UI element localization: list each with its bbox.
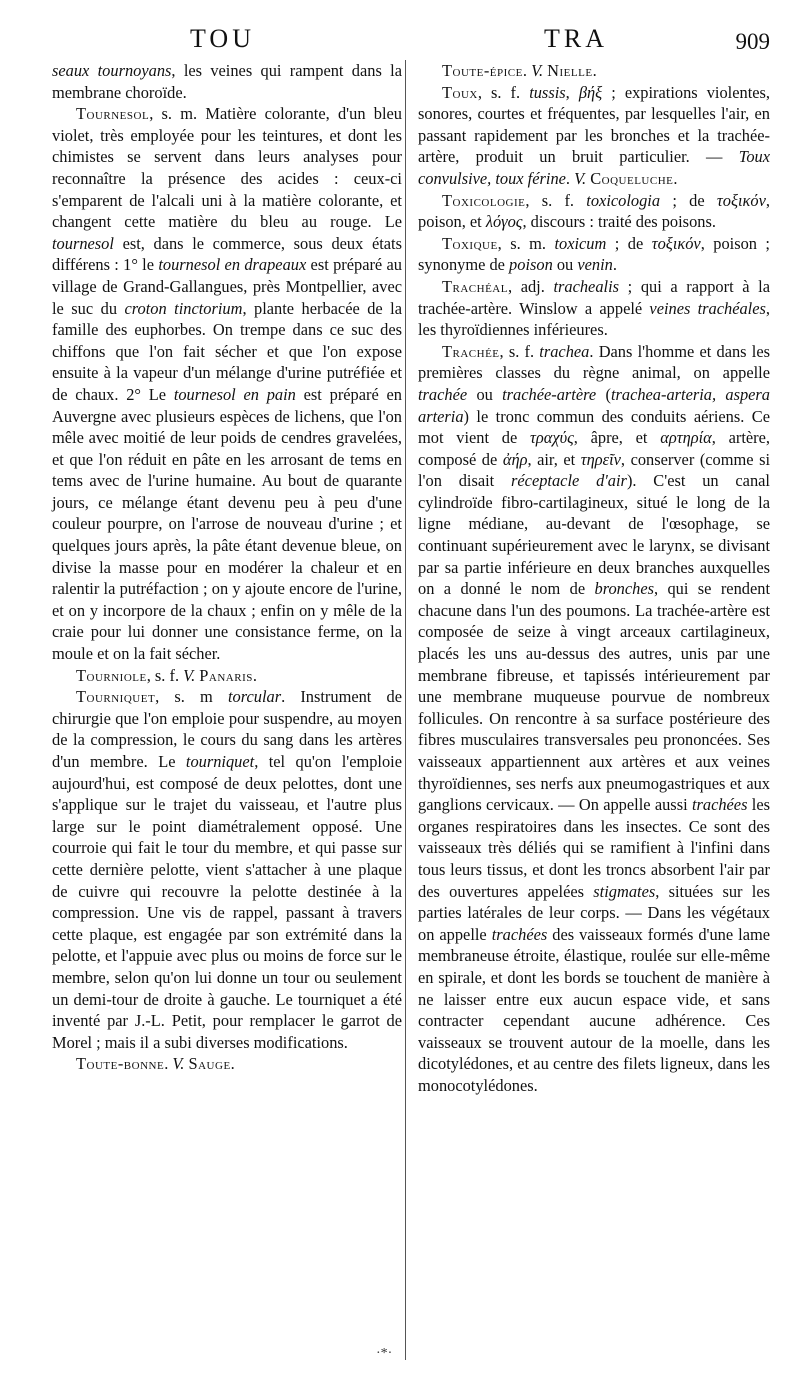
italic-term: poison bbox=[509, 255, 553, 275]
headword: Tourniquet bbox=[76, 687, 156, 707]
headword: Tournesol bbox=[76, 104, 150, 124]
italic-term: toxicologia bbox=[586, 190, 661, 210]
running-head-left: TOU bbox=[190, 24, 255, 53]
italic-term: τηρεῖν bbox=[580, 449, 621, 469]
entry-text: ). C'est un canal cylindroïde fibro-cartilagineux, situé le long de la ligne médiane, au-devant de l'œsophage, se continuant supérieurement avec le larynx, se divisant par sa partie inférieure en deux branches auxquelles on a donné le nom de bbox=[418, 471, 770, 599]
italic-term: croton tinctorium bbox=[124, 298, 243, 318]
headword: Tourniole bbox=[76, 665, 147, 685]
entry-text: les organes respiratoires dans les insectes. Ce sont des vaisseaux très déliés qui se ramifient à l'infini dans tous leurs tissus, et dont les troncs absorbent l'air par des ouvertures appelées bbox=[418, 795, 770, 901]
entry-text: est préparé en Auvergne avec plusieurs espèces de lichens, que l'on mêle avec moitié de leur poids de cendres gravelées, et que l'on réduit en pâte en les arrosant de tems en tems avec de l'urine humaine. Au bout de quarante jours, ce mélange étant devenu peu à peu d'une couleur pourpre, on l'arrose de nouveau d'urine ; et quelques jours après, la pâte étant devenue bleue, on divise la masse pour en modérer la chaleur et en ralentir la putréfaction ; on y ajoute encore de l'urine, et on y incorpore de la chaux ; enfin on y mêle de la craie pour lui donner une consistance ferme, on la moule et on la fait sécher. bbox=[52, 384, 402, 664]
entry-text: , s. m. Matière colorante, d'un bleu violet, très employée pour les teintures, et dont les chimistes se servent dans leurs analyses pour reconnaître la présence des acides : ceux-ci s'emparent de l'alcali uni à la matière colorante, et changent cette matière du bleu au rouge. Le bbox=[52, 104, 402, 232]
entry-text: , s. m. bbox=[497, 233, 555, 253]
italic-term: bronches bbox=[594, 579, 654, 599]
italic-term: αρτηρία bbox=[660, 428, 712, 448]
headword: Trachéal bbox=[442, 276, 508, 296]
headword: Toux bbox=[442, 82, 478, 102]
entry-text: . bbox=[252, 665, 257, 685]
italic-term: τοξικόν bbox=[716, 190, 766, 210]
entry-text: , conserver (comme si l'on disait bbox=[418, 449, 771, 491]
entry-text: . bbox=[673, 168, 678, 188]
entry-text: , qui se rendent chacune dans l'un des poumons. La trachée-artère est composée de seize à vingt arceaux cartilagineux, placés les uns au-dessus des autres, unis par une membrane fibreuse, et tapissés intérieurement par une membrane muqueuse pourvue de nombreux follicules. On rencontre à sa surface postérieure des fibres musculaires transversales peu prononcées. Ses vaisseaux appartiennent aux artères et aux veines thyroïdiennes, ses nerfs aux pneumogastriques et aux ganglions cervicaux. — On appelle aussi bbox=[418, 579, 770, 815]
dictionary-entry bbox=[418, 276, 770, 341]
entry-text: , bbox=[565, 82, 579, 102]
entry-text: ; qui a rapport à la trachée-artère. Winslow a appelé bbox=[418, 276, 770, 318]
dictionary-entry bbox=[52, 686, 402, 1053]
left-column bbox=[52, 60, 402, 1075]
entry-text: , les veines qui rampent dans la membrane choroïde. bbox=[52, 61, 402, 102]
headword: Panaris bbox=[199, 665, 253, 685]
column-divider bbox=[405, 60, 406, 1360]
entry-text: est, dans le commerce, sous deux états différens : 1° le bbox=[52, 233, 402, 275]
entry-text: . bbox=[522, 61, 532, 80]
entry-text: ou bbox=[552, 255, 578, 275]
italic-term: βήξ bbox=[578, 82, 603, 102]
entry-text: , s. f. bbox=[146, 665, 184, 685]
dictionary-entry bbox=[52, 665, 402, 687]
italic-term: réceptacle d'air bbox=[511, 471, 627, 491]
italic-term: trachée bbox=[418, 384, 468, 404]
italic-term: stigmates bbox=[593, 881, 656, 901]
headword: Coqueluche bbox=[590, 168, 674, 188]
italic-term: tournesol en drapeaux bbox=[158, 255, 307, 275]
italic-term: tournesol en pain bbox=[173, 384, 296, 404]
entry-text: ; de bbox=[660, 190, 717, 210]
entry-text: , s. f. bbox=[499, 341, 540, 361]
entry-text: , situées sur les parties latérales de leur corps. — Dans les végétaux on appelle bbox=[418, 881, 770, 944]
italic-term: toxicum bbox=[554, 233, 607, 253]
entry-text: ) le tronc commun des conduits aériens. Ce mot vient de bbox=[418, 406, 770, 448]
entry-text: ; de bbox=[606, 233, 652, 253]
headword: Toute-épice bbox=[442, 61, 523, 80]
italic-term: trachée-artère bbox=[502, 384, 597, 404]
entry-text: . bbox=[565, 168, 575, 188]
footer-mark: ·*· bbox=[376, 1346, 393, 1361]
entry-text: ou bbox=[467, 384, 503, 404]
entry-text: , poison ; synonyme de bbox=[418, 233, 770, 275]
headword: Toute-bonne bbox=[76, 1054, 165, 1074]
continuation-paragraph bbox=[52, 60, 402, 103]
entry-text: , air, et bbox=[527, 449, 581, 469]
entry-text: est préparé au village de Grand-Gallangues, près Montpellier, avec le suc du bbox=[52, 255, 402, 318]
dictionary-entry bbox=[418, 341, 770, 1097]
headword: Sauge bbox=[188, 1054, 231, 1074]
italic-term: seaux tournoyans bbox=[52, 61, 172, 80]
italic-term: ἀήρ bbox=[502, 449, 528, 469]
italic-term: veines trachéales bbox=[649, 298, 766, 318]
entry-text: des vaisseaux formés d'une lame membraneuse étroite, élastique, roulée sur elle-même en spirale, et dont les bords se touchent de manière à ne laisser entre eux aucun espace vide, et sans contracter cependant aucune adhérence. Ces vaisseaux se trouvent autour de la moelle, dans les dicotylédones, et au centre des filets ligneux, dans les monocotylédones. bbox=[418, 924, 770, 1095]
italic-term: τραχύς bbox=[530, 428, 574, 448]
page-number: 909 bbox=[735, 29, 770, 54]
dictionary-entry bbox=[418, 190, 770, 233]
entry-text: . bbox=[164, 1054, 173, 1074]
italic-term: τοξικόν bbox=[651, 233, 701, 253]
entry-text: , s. f. bbox=[525, 190, 587, 210]
running-head-right: TRA bbox=[544, 24, 608, 53]
dictionary-entry bbox=[52, 1053, 402, 1075]
italic-term: λόγος bbox=[485, 212, 523, 232]
italic-term: trachées bbox=[491, 924, 548, 944]
entry-text: , discours : traité des poisons. bbox=[522, 212, 716, 232]
entry-text: . bbox=[612, 255, 617, 275]
entry-text: , plante herbacée de la famille des euphorbes. On trempe dans ce suc des chiffons que l'on fait sécher et que l'on expose ensuite à la vapeur d'un mélange d'urine putréfiée et de chaux. 2° Le bbox=[52, 298, 402, 404]
entry-text: , âpre, et bbox=[573, 428, 661, 448]
entry-text: , tel qu'on l'emploie aujourd'hui, est composé de deux pelottes, dont une s'applique sur le trajet du vaisseau, et l'autre plus large sur le point diamétralement opposé. Une courroie qui fait le tour du membre, et qui passe sur cette dernière pelotte, vient s'attacher à une plaque de cuivre qui recouvre la pelotte destinée à la compression. Une vis de rappel, passant à travers cette plaque, est engagée par son extrémité dans la pelotte, et l'appuie avec plus ou moins de force sur le membre, selon qu'on lui donne un tour ou seulement un demi-tour de droite à gauche. Le tourniquet a été inventé par J.-L. Petit, pour remplacer le garrot de Morel ; mais il a subi diverses modifications. bbox=[52, 752, 402, 1052]
italic-term: trachea-arteria, aspera arteria bbox=[418, 384, 770, 426]
entry-text: , poison, et bbox=[418, 190, 770, 232]
entry-text: ( bbox=[596, 384, 611, 404]
italic-term: venin bbox=[577, 255, 613, 275]
italic-term: torcular bbox=[227, 687, 282, 707]
italic-term: V. bbox=[172, 1054, 185, 1074]
dictionary-entry bbox=[418, 60, 770, 82]
italic-term: tourniquet bbox=[185, 752, 255, 771]
entry-text: . Dans l'homme et dans les premières classes du règne animal, on appelle bbox=[418, 341, 770, 383]
italic-term: tussis bbox=[529, 82, 566, 102]
entry-text: , adj. bbox=[507, 276, 554, 296]
italic-term: V. bbox=[531, 61, 544, 80]
headword: Toxique bbox=[442, 233, 498, 253]
italic-term: trachées bbox=[691, 795, 748, 815]
italic-term: tournesol bbox=[52, 233, 114, 253]
italic-term: V. bbox=[574, 168, 587, 188]
entry-text: . bbox=[592, 61, 597, 80]
entry-text: . Instrument de chirurgie que l'on emploie pour suspendre, au moyen de la compression, le cours du sang dans les artères d'un membre. Le bbox=[52, 687, 402, 771]
dictionary-entry bbox=[52, 103, 402, 664]
italic-term: trachea bbox=[539, 341, 590, 361]
headword: Nielle bbox=[547, 61, 593, 80]
dictionary-entry bbox=[418, 82, 770, 190]
entry-text: . bbox=[230, 1054, 235, 1074]
headword: Trachée bbox=[442, 341, 500, 361]
entry-text: , s. f. bbox=[477, 82, 530, 102]
headword: Toxicologie bbox=[442, 190, 526, 210]
italic-term: Toux convulsive, toux férine bbox=[418, 147, 770, 188]
entry-text: ; expirations violentes, sonores, courtes et fréquentes, par lesquelles l'air, en passant rapidement par les bronches et la trachée-artère, produit un bruit particulier. — bbox=[418, 82, 770, 167]
entry-text: , artère, composé de bbox=[418, 428, 770, 469]
dictionary-entry bbox=[418, 233, 770, 276]
italic-term: trachealis bbox=[553, 276, 620, 296]
right-column bbox=[418, 60, 770, 1097]
entry-text: , les thyroïdiennes inférieures. bbox=[418, 298, 771, 340]
entry-text: , s. m bbox=[155, 687, 228, 707]
italic-term: V. bbox=[183, 665, 196, 685]
